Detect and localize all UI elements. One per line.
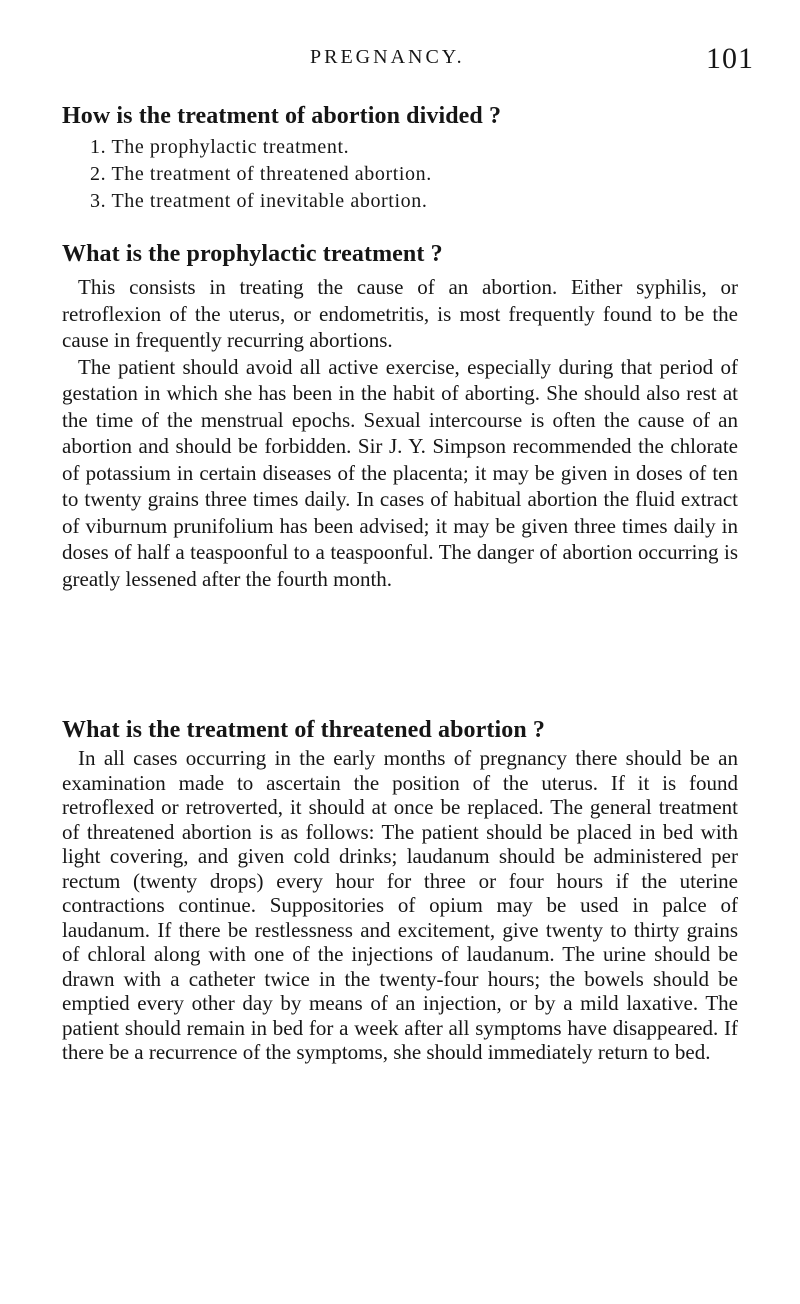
question-heading-threatened: What is the treatment of threatened abortion ? — [62, 717, 545, 743]
running-title: PREGNANCY. — [310, 46, 465, 68]
paragraph: The patient should avoid all active exercise, especially during that period of gestation in which she has been in the habit of aborting. She should also rest at the time of the menstrual epochs. Sexual intercourse is often the cause of an abortion and should be forbidden. Sir J. Y. Simpson recommended the chlorate of potassium in certain diseases of the placenta; it may be given in doses of ten to twenty grains three times daily. In cases of habitual abortion the fluid extract of viburnum prunifolium has been advised; it may be given three times daily in doses of half a teaspoonful to a teaspoonful. The danger of abortion occurring is greatly lessened after the fourth month. — [62, 354, 738, 591]
section-division — [62, 102, 738, 215]
section-prophylactic — [62, 240, 738, 592]
list-item: 1. The prophylactic treatment. — [90, 136, 350, 158]
question-heading-prophylactic: What is the prophylactic treatment ? — [62, 241, 443, 267]
question-heading-division: How is the treatment of abortion divided ? — [62, 103, 502, 129]
paragraph: In all cases occurring in the early months of pregnancy there should be an examination made to ascertain the position of the uterus. If it is found retroflexed or retroverted, it should at once be replaced. The general treatment of threatened abortion is as follows: The patient should be placed in bed with light covering, and given cold drinks; laudanum should be administered per rectum (twenty drops) every hour for three or four hours if the uterine contractions continue. Suppositories of opium may be used in palce of laudanum. If there be restlessness and excitement, give twenty to thirty grains of chloral along with one of the injections of laudanum. The urine should be drawn with a catheter twice in the twenty-four hours; the bowels should be emptied every other day by means of an injection, or by a mild laxative. The patient should remain in bed for a week after all symptoms have disappeared. If there be a recurrence of the symptoms, she should immediately return to bed. — [62, 746, 738, 1064]
section-threatened — [62, 716, 738, 1065]
treatment-list — [62, 134, 738, 215]
paragraph: This consists in treating the cause of an abortion. Either syphilis, or retroflexion of the uterus, or endometritis, is most frequently found to be the cause in frequently recurring abortions. — [62, 275, 738, 352]
running-header — [0, 42, 800, 75]
list-item: 2. The treatment of threatened abortion. — [90, 163, 432, 185]
page-number: 101 — [706, 42, 754, 75]
list-item: 3. The treatment of inevitable abortion. — [90, 190, 428, 212]
